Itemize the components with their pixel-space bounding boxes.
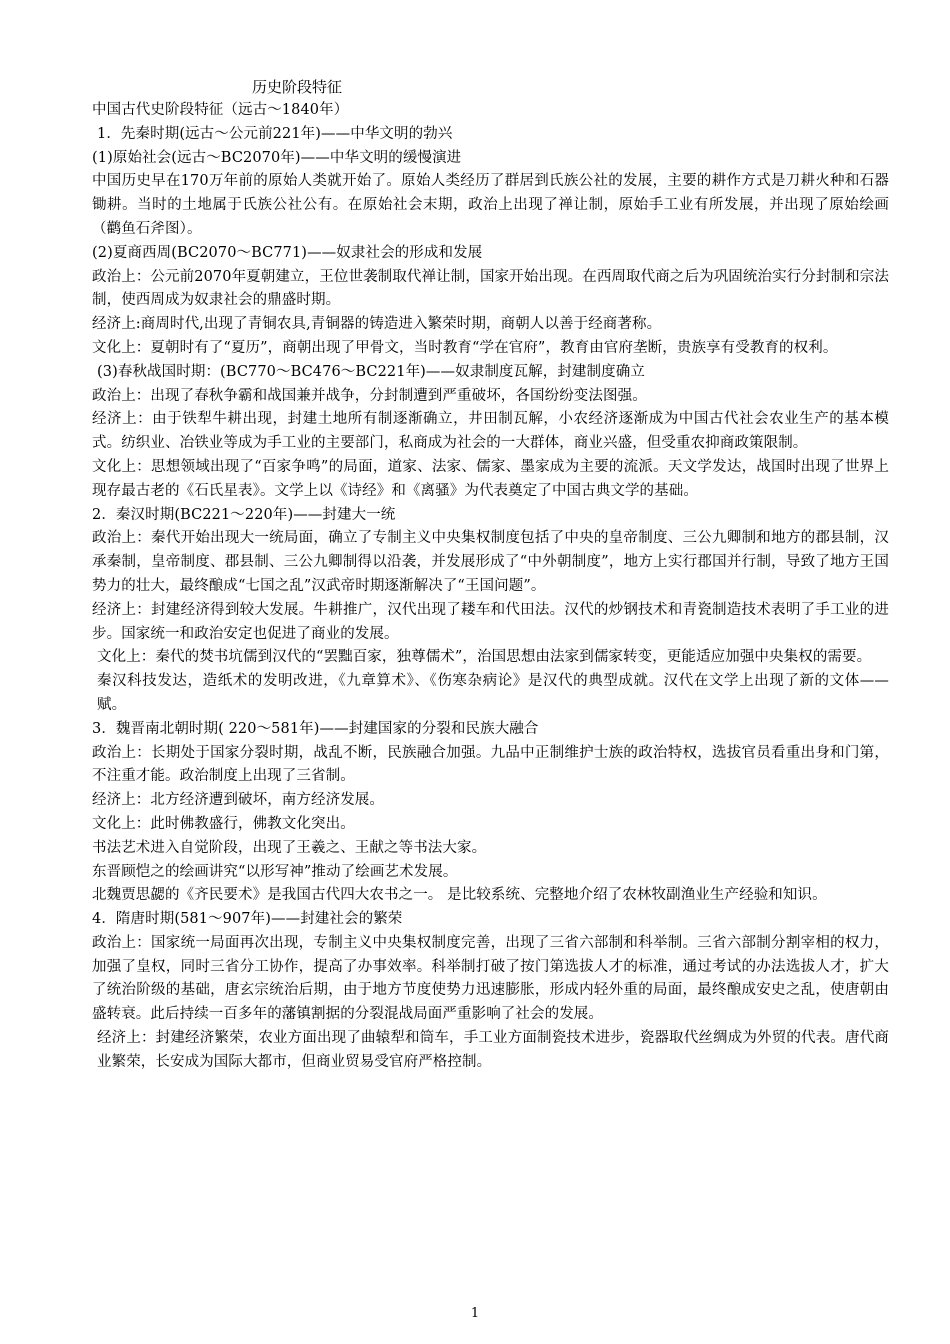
section-heading: 4．隋唐时期(581～907年)——封建社会的繁荣: [92, 911, 403, 928]
paragraph: 经济上：封建经济繁荣，农业方面出现了曲辕犁和筒车，手工业方面制瓷技术进步，瓷器取代丝绸成为外贸的代表。唐代商业繁荣，长安成为国际大都市，但商业贸易受官府严格控制。: [97, 1030, 889, 1070]
paragraph: 经济上：由于铁犁牛耕出现，封建土地所有制逐渐确立，井田制瓦解，小农经济逐渐成为中国古代社会农业生产的基本模式。纺织业、冶铁业等成为手工业的主要部门，私商成为社会的一大群体，商业兴盛，但受重农抑商政策限制。: [92, 411, 889, 452]
document-body: [92, 76, 889, 1075]
section-heading: 1．先秦时期(远古～公元前221年)——中华文明的勃兴: [97, 125, 453, 142]
paragraph: 中国历史早在170万年前的原始人类就开始了。原始人类经历了群居到氏族公社的发展，主要的耕作方式是刀耕火种和石器锄耕。当时的土地属于氏族公社公有。在原始社会末期，政治上出现了禅让制，原始手工业有所发展，并出现了原始绘画（鹳鱼石斧图）。: [92, 173, 889, 237]
document-title: 历史阶段特征: [252, 78, 343, 96]
paragraph: 政治上：国家统一局面再次出现，专制主义中央集权制度完善，出现了三省六部制和科举制。三省六部制分割宰相的权力，加强了皇权，同时三省分工协作，提高了办事效率。科举制打破了按门第选拔人才的标准，通过考试的办法选拔人才，扩大了统治阶级的基础，唐玄宗统治后期，由于地方节度使势力迅速膨胀，形成内轻外重的局面，最终酿成安史之乱，使唐朝由盛转衰。此后持续一百多年的藩镇割据的分裂混战局面严重影响了社会的发展。: [92, 934, 889, 1023]
subsection-heading: (2)夏商西周(BC2070～BC771)——奴隶社会的形成和发展: [92, 244, 483, 261]
paragraph: 政治上：长期处于国家分裂时期，战乱不断，民族融合加强。九品中正制维护士族的政治特权，选拔官员看重出身和门第，不注重才能。政治制度上出现了三省制。: [92, 744, 889, 785]
page-number: 1: [470, 1306, 480, 1321]
subsection-heading: (3)春秋战国时期：(BC770～BC476～BC221年)——奴隶制度瓦解，封建制度确立: [97, 363, 645, 380]
section-heading: 2．秦汉时期(BC221～220年)——封建大一统: [92, 506, 396, 523]
paragraph: 政治上：出现了春秋争霸和战国兼并战争，分封制遭到严重破坏，各国纷纷变法图强。: [92, 387, 647, 404]
paragraph: 中国古代史阶段特征（远古～1840年）: [92, 102, 349, 118]
section-heading: 3．魏晋南北朝时期( 220～581年)——封建国家的分裂和民族大融合: [92, 720, 539, 737]
paragraph: 文化上：夏朝时有了“夏历”，商朝出现了甲骨文，当时教育“学在官府”，教育由官府垄断，贵族享有受教育的权利。: [92, 339, 838, 356]
paragraph: 书法艺术进入自觉阶段，出现了王羲之、王献之等书法大家。: [92, 839, 487, 856]
paragraph: 北魏贾思勰的《齐民要术》是我国古代四大农书之一。 是比较系统、完整地介绍了农林牧副渔业生产经验和知识。: [92, 887, 827, 904]
paragraph: 秦汉科技发达，造纸术的发明改进，《九章算术》、《伤寒杂病论》是汉代的典型成就。汉代在文学上出现了新的文体——赋。: [97, 673, 889, 713]
subsection-heading: (1)原始社会(远古～BC2070年)——中华文明的缓慢演进: [92, 149, 462, 166]
paragraph: 经济上：封建经济得到较大发展。牛耕推广，汉代出现了耧车和代田法。汉代的炒钢技术和青瓷制造技术表明了手工业的进步。国家统一和政治安定也促进了商业的发展。: [92, 601, 889, 642]
paragraph: 文化上：此时佛教盛行，佛教文化突出。: [92, 815, 355, 832]
paragraph: 经济上：北方经济遭到破坏，南方经济发展。: [92, 792, 384, 809]
paragraph: 文化上：思想领域出现了“百家争鸣”的局面，道家、法家、儒家、墨家成为主要的流派。天文学发达，战国时出现了世界上现存最古老的《石氏星表》。文学上以《诗经》和《离骚》为代表奠定了中国古典文学的基础。: [92, 458, 889, 499]
paragraph: 东晋顾恺之的绘画讲究“以形写神”推动了绘画艺术发展。: [92, 863, 458, 880]
paragraph: 政治上：公元前2070年夏朝建立，王位世袭制取代禅让制，国家开始出现。在西周取代商之后为巩固统治实行分封制和宗法制，使西周成为奴隶社会的鼎盛时期。: [92, 268, 889, 309]
paragraph: 政治上：秦代开始出现大一统局面，确立了专制主义中央集权制度包括了中央的皇帝制度、三公九卿制和地方的郡县制，汉承秦制，皇帝制度、郡县制、三公九卿制得以沿袭，并发展形成了“中外朝制度”，地方上实行郡国并行制，导致了地方王国势力的壮大，最终酿成“七国之乱”汉武帝时期逐渐解决了“王国问题”。: [92, 530, 889, 594]
paragraph: 经济上:商周时代,出现了青铜农具,青铜器的铸造进入繁荣时期，商朝人以善于经商著称。: [92, 316, 662, 333]
paragraph: 文化上：秦代的焚书坑儒到汉代的“罢黜百家，独尊儒术”，治国思想由法家到儒家转变，更能适应加强中央集权的需要。: [97, 649, 872, 666]
